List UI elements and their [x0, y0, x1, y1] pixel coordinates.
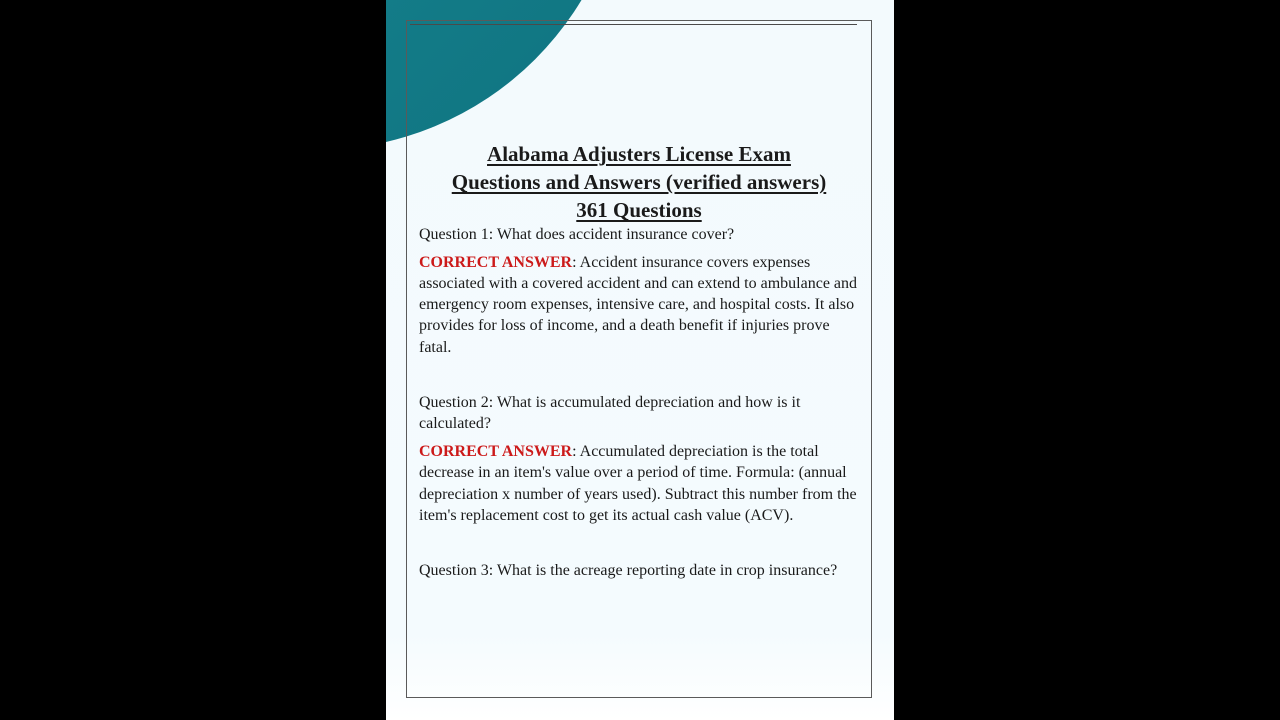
document-title: [412, 140, 866, 224]
answer-text: [419, 252, 859, 358]
document-page: [386, 0, 894, 720]
question-block-2: [419, 392, 859, 526]
question-block-1: [419, 224, 859, 358]
answer-separator: :: [572, 442, 580, 460]
answer-body: Accident insurance covers expenses associated with a covered accident and can extend to ambulance and emergency room expenses, intensive care, and hospital costs. It also provides for loss of income, and a death benefit if injuries prove fatal.: [419, 253, 858, 356]
spacer: [419, 526, 859, 560]
page-border-inner-line: [410, 24, 857, 25]
question-text: Question 2: What is accumulated depreciation and how is it calculated?: [419, 393, 801, 433]
spacer: [419, 358, 859, 392]
answer-body: Accumulated depreciation is the total decrease in an item's value over a period of time. Formula: (annual depreciation x number of years used). Subtract this number from the item's replacement cost to get its actual cash value (ACV).: [419, 442, 857, 524]
correct-answer-label: CORRECT ANSWER: [419, 253, 573, 271]
title-line-1: Alabama Adjusters License Exam: [487, 142, 791, 166]
answer-text: [419, 441, 859, 526]
document-content: [419, 140, 859, 582]
correct-answer-label: CORRECT ANSWER: [419, 442, 573, 460]
question-block-3: [419, 560, 859, 582]
title-line-2: Questions and Answers (verified answers): [451, 170, 827, 194]
title-line-3: 361 Questions: [576, 198, 702, 222]
question-text: Question 1: What does accident insurance cover?: [419, 226, 735, 243]
question-text: Question 3: What is the acreage reporting date in crop insurance?: [419, 562, 838, 580]
answer-separator: :: [572, 253, 580, 271]
